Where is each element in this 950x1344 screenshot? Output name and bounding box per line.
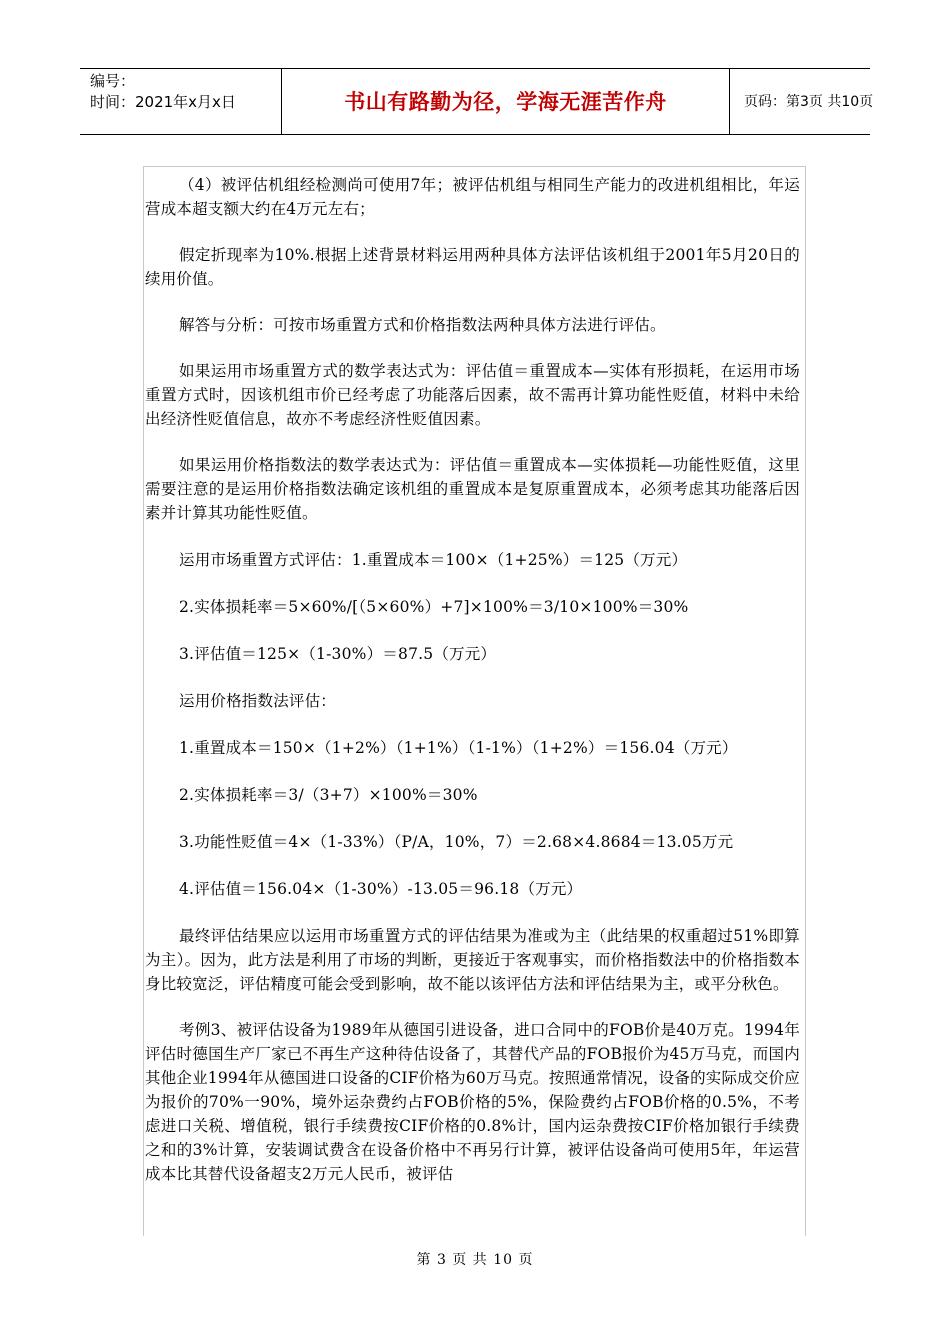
header-meta <box>80 69 282 134</box>
calc-heading: 运用价格指数法评估： <box>179 692 337 710</box>
calc-line: 1.重置成本＝150×（1+2%）（1+1%）（1-1%）（1+2%）＝156.04（万元） <box>179 739 738 757</box>
page-header <box>80 68 874 135</box>
paragraph: 如果运用价格指数法的数学表达式为：评估值＝重置成本—实体损耗—功能性贬值，这里需要注意的是运用价格指数法确定该机组的重置成本是复原重置成本，必须考虑其功能落后因素并计算其功能性贬值。 <box>145 456 800 522</box>
calc-line: 3.功能性贬值＝4×（1-33%）（P/A，10%，7）＝2.68×4.8684＝13.05万元 <box>179 833 734 851</box>
header-motto: 书山有路勤为径，学海无涯苦作舟 <box>282 69 730 134</box>
document-number-label: 编号： <box>90 72 136 90</box>
paragraph: 假定折现率为10%.根据上述背景材料运用两种具体方法评估该机组于2001年5月20日的续用价值。 <box>145 246 800 288</box>
calc-line: 2.实体损耗率＝5×60%/[（5×60%）+7]×100%＝3/10×100%＝30% <box>179 598 689 616</box>
paragraph: 考例3、被评估设备为1989年从德国引进设备，进口合同中的FOB价是40万克。1994年评估时德国生产厂家已不再生产这种待估设备了，其替代产品的FOB报价为45万马克，而国内其他企业1994年从德国进口设备的CIF价格为60万马克。按照通常情况，设备的实际成交价应为报价的70%一90%，境外运杂费约占FOB价格的5%，保险费约占FOB价格的0.5%，不考虑进口关税、增值税，银行手续费按CIF价格的0.8%计，国内运杂费按CIF价格加银行手续费之和的3%计算，安装调试费含在设备价格中不再另行计算，被评估设备尚可使用5年，年运营成本比其替代设备超支2万元人民币，被评估 <box>145 1021 800 1183</box>
document-date: 时间：2021年x月x日 <box>90 93 236 111</box>
paragraph: 如果运用市场重置方式的数学表达式为：评估值＝重置成本—实体有形损耗，在运用市场重置方式时，因该机组市价已经考虑了功能落后因素，故不需再计算功能性贬值，材料中未给出经济性贬值信息，故亦不考虑经济性贬值因素。 <box>145 362 800 428</box>
header-page-info: 页码：第3页 共10页 <box>744 94 874 110</box>
page-footer: 第 3 页 共 10 页 <box>416 1252 534 1268</box>
document-body <box>145 173 800 1186</box>
calc-line: 运用市场重置方式评估：1.重置成本＝100×（1+25%）＝125（万元） <box>179 551 688 569</box>
calc-line: 4.评估值＝156.04×（1-30%）-13.05＝96.18（万元） <box>179 880 583 898</box>
calc-line: 2.实体损耗率＝3/（3+7）×100%＝30% <box>179 786 478 804</box>
paragraph: 最终评估结果应以运用市场重置方式的评估结果为准或为主（此结果的权重超过51%即算为主）。因为，此方法是利用了市场的判断，更接近于客观事实，而价格指数法中的价格指数本身比较宽泛，评估精度可能会受到影响，故不能以该评估方法和评估结果为主，或平分秋色。 <box>145 927 800 993</box>
content-frame <box>143 166 806 1236</box>
paragraph: 解答与分析：可按市场重置方式和价格指数法两种具体方法进行评估。 <box>179 316 666 334</box>
calc-line: 3.评估值＝125×（1-30%）＝87.5（万元） <box>179 645 497 663</box>
paragraph: （4）被评估机组经检测尚可使用7年；被评估机组与相同生产能力的改进机组相比，年运营成本超支额大约在4万元左右； <box>145 176 800 218</box>
